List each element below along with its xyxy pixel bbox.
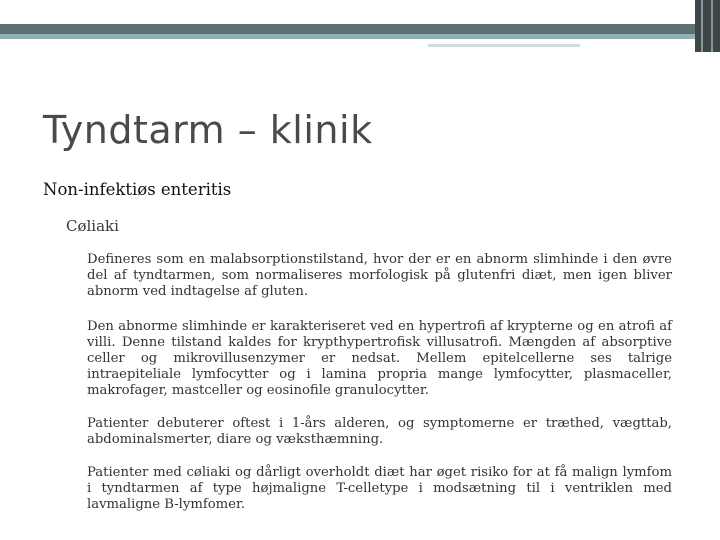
header-bar-light [0,34,720,39]
corner-stripe [701,0,703,52]
header-accent-line [428,44,580,47]
paragraph-histology: Den abnorme slimhinde er karakteriseret ved en hypertrofi af krypterne og en atrofi af villi. Denne tilstand kaldes for krypthypertrofisk villusatrofi. Mængden af absorptive celler og mikrovillusenzymer er nedsat. Mellem epitelcellerne ses talrige intraepiteliale lymfocytter og i lamina propria mange lymfocytter, plasmaceller, makrofager, mastceller og eosinofile granulocytter. [87,319,672,398]
paragraph-lymphoma-risk: Patienter med cøliaki og dårligt overholdt diæt har øget risiko for at få malign lymfom i tyndtarmen af type højmaligne T-celletype i modsætning til i ventriklen med lavmaligne B-lymfomer. [87,465,672,512]
paragraph-symptoms: Patienter debuterer oftest i 1-års alderen, og symptomerne er træthed, vægttab, abdominalsmerter, diare og væksthæmning. [87,416,672,447]
corner-decoration [695,0,720,52]
header-bar-dark [0,24,720,34]
slide-title: Tyndtarm – klinik [43,108,373,152]
slide-subheading: Cøliaki [66,217,119,235]
slide-heading: Non-infektiøs enteritis [43,180,232,199]
corner-stripe [711,0,713,52]
paragraph-definition: Defineres som en malabsorptionstilstand, hvor der er en abnorm slimhinde i den øvre del af tyndtarmen, som normaliseres morfologisk på glutenfri diæt, men igen bliver abnorm ved indtagelse af gluten. [87,252,672,299]
